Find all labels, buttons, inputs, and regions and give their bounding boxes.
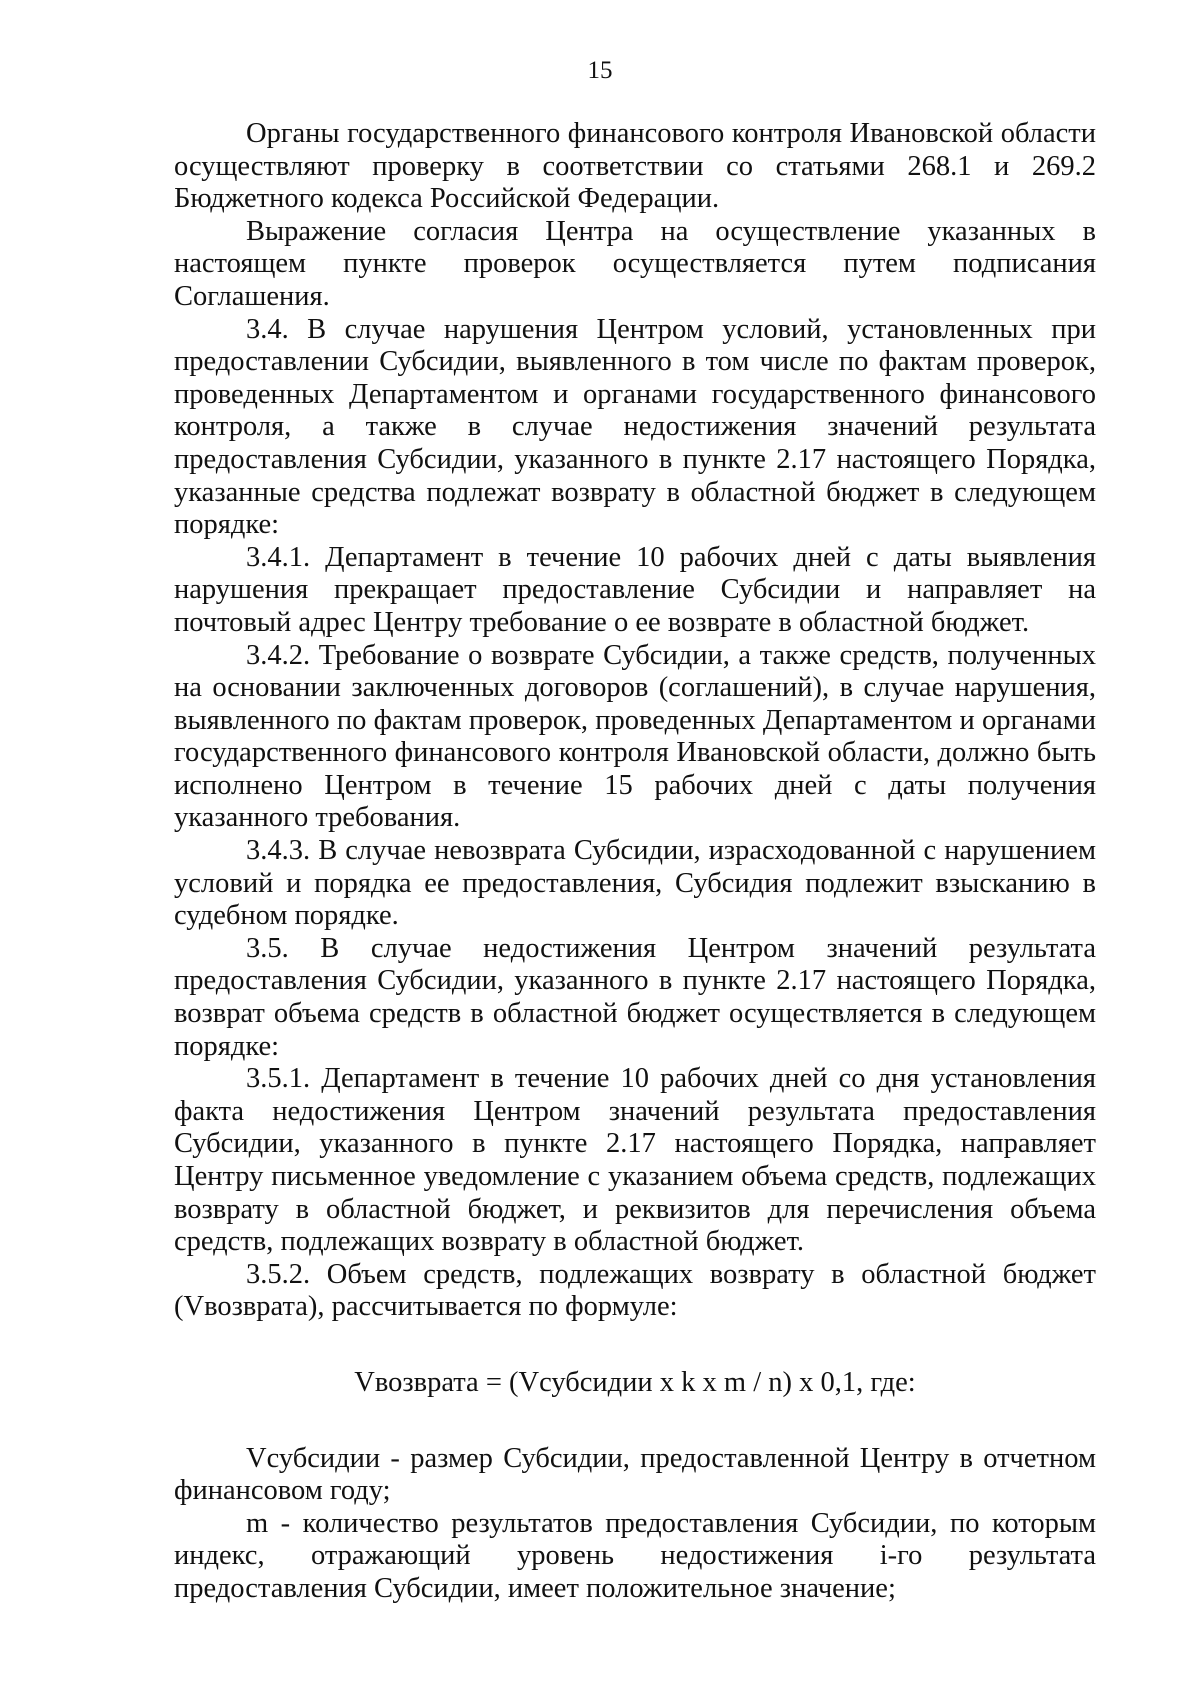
return-volume-formula: Vвозврата = (Vсубсидии x k x m / n) x 0,1, где:	[354, 1366, 916, 1398]
paragraph-control-bodies: Органы государственного финансового контроля Ивановской области осуществляют проверку в соответствии со статьями 268.1 и 269.2 Бюджетного кодекса Российской Федерации.	[174, 118, 1096, 215]
paragraph-3-4-2: 3.4.2. Требование о возврате Субсидии, а также средств, полученных на основании заключенных договоров (соглашений), в случае нарушения, выявленного по фактам проверок, проведенных Департаментом и органами государственного финансового контроля Ивановской области, должно быть исполнено Центром в течение 15 рабочих дней с даты получения указанного требования.	[174, 639, 1096, 834]
paragraph-3-5: 3.5. В случае недостижения Центром значений результата предоставления Субсидии, указанного в пункте 2.17 настоящего Порядка, возврат объема средств в областной бюджет осуществляется в следующем порядке:	[174, 932, 1096, 1062]
paragraph-3-5-2: 3.5.2. Объем средств, подлежащих возврату в областной бюджет (Vвозврата), рассчитывается по формуле:	[174, 1258, 1096, 1323]
page-number: 15	[587, 57, 613, 84]
paragraph-3-4-3: 3.4.3. В случае невозврата Субсидии, израсходованной с нарушением условий и порядка ее предоставления, Субсидия подлежит взысканию в судебном порядке.	[174, 835, 1096, 932]
paragraph-3-5-1: 3.5.1. Департамент в течение 10 рабочих дней со дня установления факта недостижения Центром значений результата предоставления Субсидии, указанного в пункте 2.17 настоящего Порядка, направляет Центру письменное уведомление с указанием объема средств, подлежащих возврату в областной бюджет, и реквизитов для перечисления объема средств, подлежащих возврату в областной бюджет.	[174, 1063, 1096, 1258]
definition-m: m - количество результатов предоставления Субсидии, по которым индекс, отражающий уровень недостижения i-го результата предоставления Субсидии, имеет положительное значение;	[174, 1507, 1096, 1604]
document-body	[174, 118, 1096, 1606]
definition-v-subsidy: Vсубсидии - размер Субсидии, предоставленной Центру в отчетном финансовом году;	[174, 1442, 1096, 1507]
paragraph-consent: Выражение согласия Центра на осуществление указанных в настоящем пункте проверок осуществляется путем подписания Соглашения.	[174, 215, 1096, 312]
paragraph-3-4: 3.4. В случае нарушения Центром условий, установленных при предоставлении Субсидии, выявленного в том числе по фактам проверок, проведенных Департаментом и органами государственного финансового контроля, а также в случае недостижения значений результата предоставления Субсидии, указанного в пункте 2.17 настоящего Порядка, указанные средства подлежат возврату в областной бюджет в следующем порядке:	[174, 313, 1096, 541]
paragraph-3-4-1: 3.4.1. Департамент в течение 10 рабочих дней с даты выявления нарушения прекращает предоставление Субсидии и направляет на почтовый адрес Центру требование о ее возврате в областной бюджет.	[174, 541, 1096, 638]
